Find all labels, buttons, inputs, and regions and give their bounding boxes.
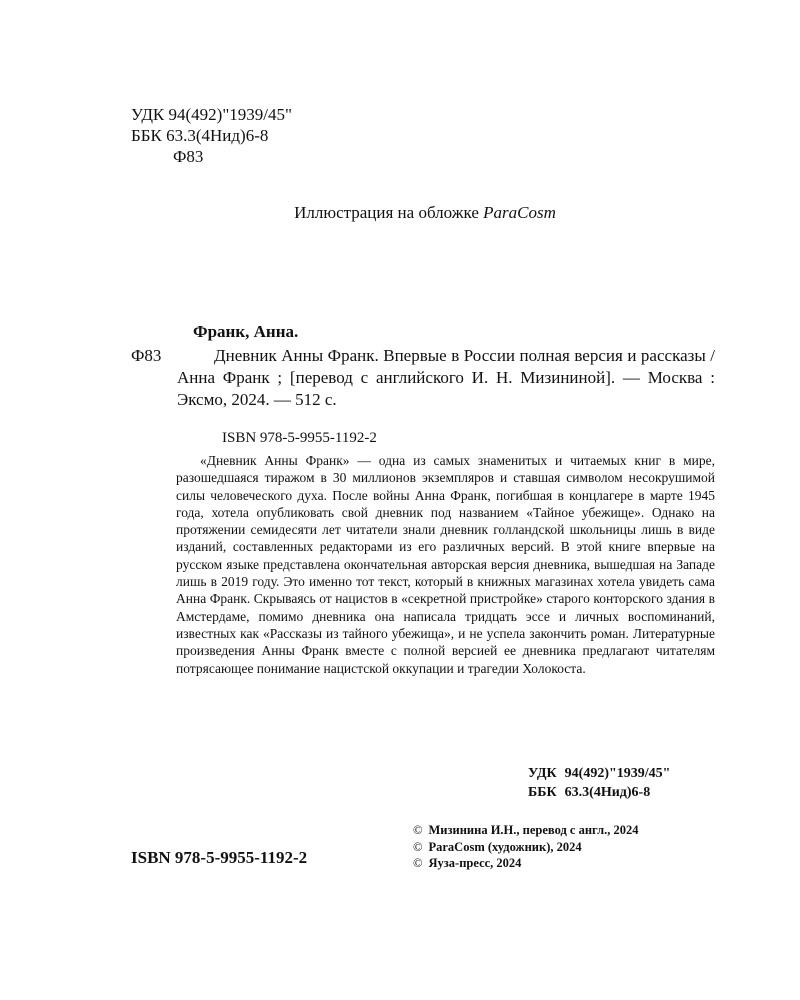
bibliographic-description: Дневник Анны Франк. Впервые в России полная версия и рассказы / Анна Франк ; [перевод с английского И. Н. Мизининой]. — Москва : Эксмо, 2024. — 512 с. [177, 346, 715, 409]
copyright-text: Яуза-пресс, 2024 [428, 856, 522, 870]
cover-illustration-credit [0, 203, 800, 223]
author-heading: Франк, Анна. [193, 322, 299, 341]
copyright-line [413, 855, 638, 872]
copyright-line [413, 822, 638, 839]
udk-code: УДК 94(492)"1939/45" [131, 105, 292, 124]
bbk-code: ББК 63.3(4Нид)6-8 [131, 126, 269, 145]
illustration-label: Иллюстрация на обложке [294, 203, 484, 222]
catalog-entry [131, 345, 715, 411]
footer-udk-label: УДК [528, 766, 557, 781]
classification-codes [131, 104, 292, 167]
card-isbn: ISBN 978-5-9955-1192-2 [222, 430, 377, 446]
card-author-mark: Ф83 [131, 346, 162, 365]
footer-bbk [528, 783, 670, 802]
illustration-artist: ParaCosm [483, 203, 556, 222]
footer-udk [528, 764, 670, 783]
footer-udk-value: 94(492)"1939/45" [564, 766, 671, 781]
copyright-line [413, 839, 638, 856]
copyright-symbol: © [413, 823, 423, 837]
catalog-card [131, 345, 715, 411]
footer-bbk-value: 63.3(4Нид)6-8 [564, 785, 651, 800]
copyright-symbol: © [413, 856, 423, 870]
copyright-text: ParaCosm (художник), 2024 [428, 839, 582, 854]
copyright-notices [413, 822, 638, 872]
footer-bbk-label: ББК [528, 785, 557, 800]
copyright-text: Мизинина И.Н., перевод с англ., 2024 [428, 823, 639, 837]
isbn-bottom: ISBN 978-5-9955-1192-2 [131, 848, 308, 867]
classification-codes-footer [528, 764, 670, 802]
copyright-symbol: © [413, 839, 423, 854]
author-mark: Ф83 [173, 147, 204, 166]
book-annotation: «Дневник Анны Франк» — одна из самых знаменитых и читаемых книг в мире, разошедшаяся тиражом в 30 миллионов экземпляров и ставшая символом несокрушимой силы человеческого духа. После войны Анна Франк, погибшая в концлагере в марте 1945 года, хотела опубликовать свой дневник под названием «Тайное убежище». Однако на протяжении семидесяти лет читатели знали дневник голландской школьницы лишь в виде изданий, составленных редакторами из его различных версий. В этой книге впервые на русском языке представлена окончательная авторская версия дневника, вышедшая на Западе лишь в 2019 году. Это именно тот текст, который в книжных магазинах хотела увидеть сама Анна Франк. Скрываясь от нацистов в «секретной пристройке» старого конторского здания в Амстердаме, помимо дневника она написала тридцать эссе и личных воспоминаний, известных как «Рассказы из тайного убежища», и не успела закончить роман. Литературные произведения Анны Франк вместе с полной версией ее дневника предлагают читателям потрясающее понимание нацистской оккупации и трагедии Холокоста. [176, 453, 715, 676]
